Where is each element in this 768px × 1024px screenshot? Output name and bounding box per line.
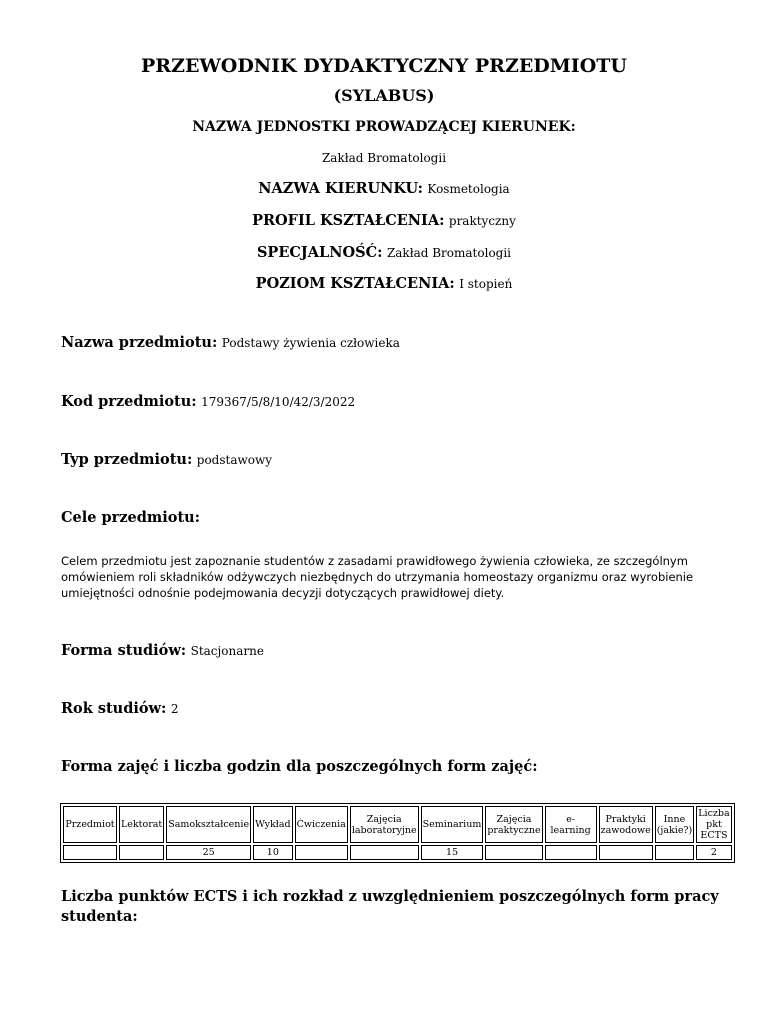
profile-row [0,212,768,229]
value-cell-zajecia-praktyczne [485,845,542,860]
value-cell-przedmiot [63,845,117,860]
profile-value: praktyczny [448,214,516,228]
goals-heading: Cele przedmiotu: [61,509,201,526]
header-cell-zajecia-laboratoryjne: Zajęcia laboratoryjne [350,806,419,843]
level-row [0,275,768,292]
specialty-value: Zakład Bromatologii [386,246,512,260]
study-form-value: Stacjonarne [190,644,264,658]
course-name-row [61,334,400,351]
value-cell-samoksztalcenie: 25 [166,845,251,860]
header-cell-e-learning: e-learning [545,806,597,843]
course-code-row [61,393,355,410]
unit-value: Zakład Bromatologii [321,151,447,165]
course-name-label: Nazwa przedmiotu: [61,334,218,351]
value-cell-wyklad: 10 [253,845,293,860]
course-code-value: 179367/5/8/10/42/3/2022 [201,395,356,409]
document-title: PRZEWODNIK DYDAKTYCZNY PRZEDMIOTU [141,55,627,77]
level-value: I stopień [459,277,513,291]
program-value: Kosmetologia [427,182,510,196]
specialty-label: SPECJALNOŚĆ: [256,244,383,261]
value-cell-cwiczenia [295,845,348,860]
level-label: POZIOM KSZTAŁCENIA: [255,275,455,292]
header-cell-lektorat: Lektorat [119,806,164,843]
goals-paragraph: Celem przedmiotu jest zapoznanie studentów z zasadami prawidłowego żywienia człowieka, ze szczególnym omówieniem roli składników odżywczych niezbędnych do utrzymania homeostazy organizmu oraz wyrobienie umiejętności odnośnie podejmowania decyzji dotyczących prawidłowej diety. [61,554,694,600]
study-year-row [61,700,178,717]
course-code-label: Kod przedmiotu: [61,393,197,410]
hours-header-row [63,806,732,843]
header-cell-praktyki-zawodowe: Praktyki zawodowe [599,806,653,843]
study-form-label: Forma studiów: [61,642,187,659]
header-cell-cwiczenia: Ćwiczenia [295,806,348,843]
program-row [0,180,768,197]
value-cell-praktyki-zawodowe [599,845,653,860]
value-cell-e-learning [545,845,597,860]
hours-values-row [63,845,732,860]
header-cell-samoksztalcenie: Samokształcenie [166,806,251,843]
study-year-value: 2 [170,702,179,716]
header-cell-przedmiot: Przedmiot [63,806,117,843]
program-label: NAZWA KIERUNKU: [258,180,423,197]
study-year-label: Rok studiów: [61,700,167,717]
unit-heading: NAZWA JEDNOSTKI PROWADZĄCEJ KIERUNEK: [192,119,576,135]
header-cell-seminarium: Seminarium [421,806,484,843]
value-cell-liczba-pkt-ects: 2 [696,845,731,860]
header-cell-zajecia-praktyczne: Zajęcia praktyczne [485,806,542,843]
course-type-row [61,451,272,468]
value-cell-zajecia-laboratoryjne [350,845,419,860]
value-cell-inne [655,845,695,860]
course-type-value: podstawowy [196,453,273,467]
header-cell-wyklad: Wykład [253,806,293,843]
header-cell-inne: Inne (jakie?) [655,806,695,843]
ects-heading: Liczba punktów ECTS i ich rozkład z uwzględnieniem poszczególnych form pracy studenta: [61,888,719,925]
hours-table [60,803,735,863]
document-subtitle: (SYLABUS) [333,86,435,105]
specialty-row [0,244,768,261]
profile-label: PROFIL KSZTAŁCENIA: [252,212,445,229]
course-type-label: Typ przedmiotu: [61,451,193,468]
study-form-row [61,642,264,659]
course-name-value: Podstawy żywienia człowieka [221,336,400,350]
classes-heading: Forma zajęć i liczba godzin dla poszczególnych form zajęć: [61,758,538,775]
value-cell-lektorat [119,845,164,860]
header-cell-liczba-pkt-ects: Liczba pkt ECTS [698,808,730,841]
value-cell-seminarium: 15 [421,845,484,860]
